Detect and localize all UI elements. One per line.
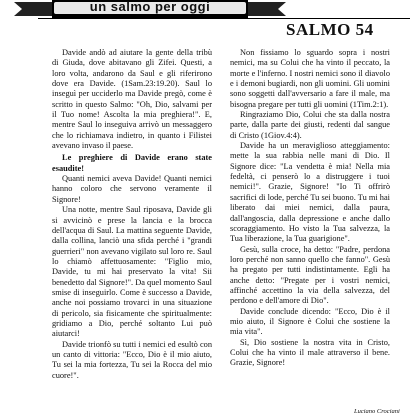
header-rule bbox=[38, 18, 410, 19]
author-signature: Luciano Crociani bbox=[354, 408, 400, 415]
paragraph: Davide ha un meraviglioso atteggiamento: mette la sua rabbia nelle mani di Dio. Il Signore dice: "La vendetta è mia! Nella mia fedeltà, ci penserò lo a distruggere i tuoi nemici!". Grazie, Signore! "Io Ti offrirò sacrifici di lode, perché Tu sei buono. Tu mi hai liberato dai miei nemici, dalla paura, dall'angoscia, dalla depressione e anche dallo scoraggiamento. Ho visto la Tua salvezza, la Tua liberazione, la Tua guarigione". bbox=[230, 141, 390, 244]
paragraph: Davide andò ad aiutare la gente della tribù di Giuda, dove abitavano gli Zifei. Questi, a loro volta, andarono da Saul e gli riferirono dove era Davide. (1Sam.23:19.20). Saul lo inseguì per ucciderlo ma Davide pregò, come è scritto in questo Salmo: "Oh, Dio, salvami per il Tuo nome! Ascolta la mia preghiera!". E, mentre Saul lo inseguiva arrivò un messaggero che lo richiamava indietro, in quanto i Filistei avevano invaso il paese. bbox=[52, 48, 212, 151]
right-column bbox=[230, 48, 390, 369]
paragraph: Davide trionfò su tutti i nemici ed esultò con un canto di vittoria: "Ecco, Dio è il mio aiuto, Tu sei la mia fortezza, Tu sei la Rocca del mio cuore!". bbox=[52, 339, 212, 380]
paragraph: Quanti nemici aveva Davide! Quanti nemici hanno coloro che servono veramente il Signore! bbox=[52, 174, 212, 204]
page-title: SALMO 54 bbox=[286, 20, 374, 39]
paragraph: Una notte, mentre Saul riposava, Davide gli si avvicinò e prese la lancia e la brocca dell'acqua di Saul. La mattina seguente Davide, dalla collina, lanciò una sfida perché i "grandi guerrieri" non avevano vigilato sul loro re. Saul lo chiamò affettuosamente: "Figlio mio, Davide, tu mi hai preservato la vita! Sii benedetto dal Signore!". Da quel momento Saul smise di inseguirlo. Come è successo a Davide, anche noi possiamo trovarci in una situazione di pericolo, sia fisicamente che spiritualmente: gridiamo a Dio, perché soltanto Lui può aiutarci! bbox=[52, 205, 212, 339]
paragraph: Davide conclude dicendo: "Ecco, Dio è il mio aiuto, il Signore è Colui che sostiene la mia vita". bbox=[230, 306, 390, 337]
banner-title: un salmo per oggi bbox=[89, 0, 211, 14]
banner-ribbon-left bbox=[14, 0, 52, 18]
subheading: Le preghiere di Davide erano state esaudite! bbox=[52, 153, 212, 173]
banner-ribbon-right bbox=[248, 0, 286, 18]
paragraph: Ringraziamo Dio, Colui che sta dalla nostra parte, dalla parte dei giusti, redenti dal sangue di Cristo (1Giov.4:4). bbox=[230, 110, 390, 140]
paragraph: Gesù, sulla croce, ha detto: "Padre, perdona loro perché non sanno quello che fanno". Gesù ha pregato per tutti indistintamente. Egli ha anche detto: "Pregate per i vostri nemici, affinché accettino la via della salvezza, del perdono e dell'amore di Dio". bbox=[230, 244, 390, 306]
banner bbox=[52, 0, 248, 18]
paragraph: Sì, Dio sostiene la nostra vita in Cristo, Colui che ha vinto il male attraverso il bene. Grazie, Signore! bbox=[230, 337, 390, 368]
paragraph: Non fissiamo lo sguardo sopra i nostri nemici, ma su Colui che ha vinto il peccato, la morte e l'inferno. I nostri nemici sono il diavolo e i demoni bugiardi, non gli uomini. Gli uomini sono soggetti dall'avversario a fare il male, ma bisogna pregare per tutti gli uomini (1Tim.2:1). bbox=[230, 48, 390, 109]
left-column bbox=[52, 48, 212, 381]
